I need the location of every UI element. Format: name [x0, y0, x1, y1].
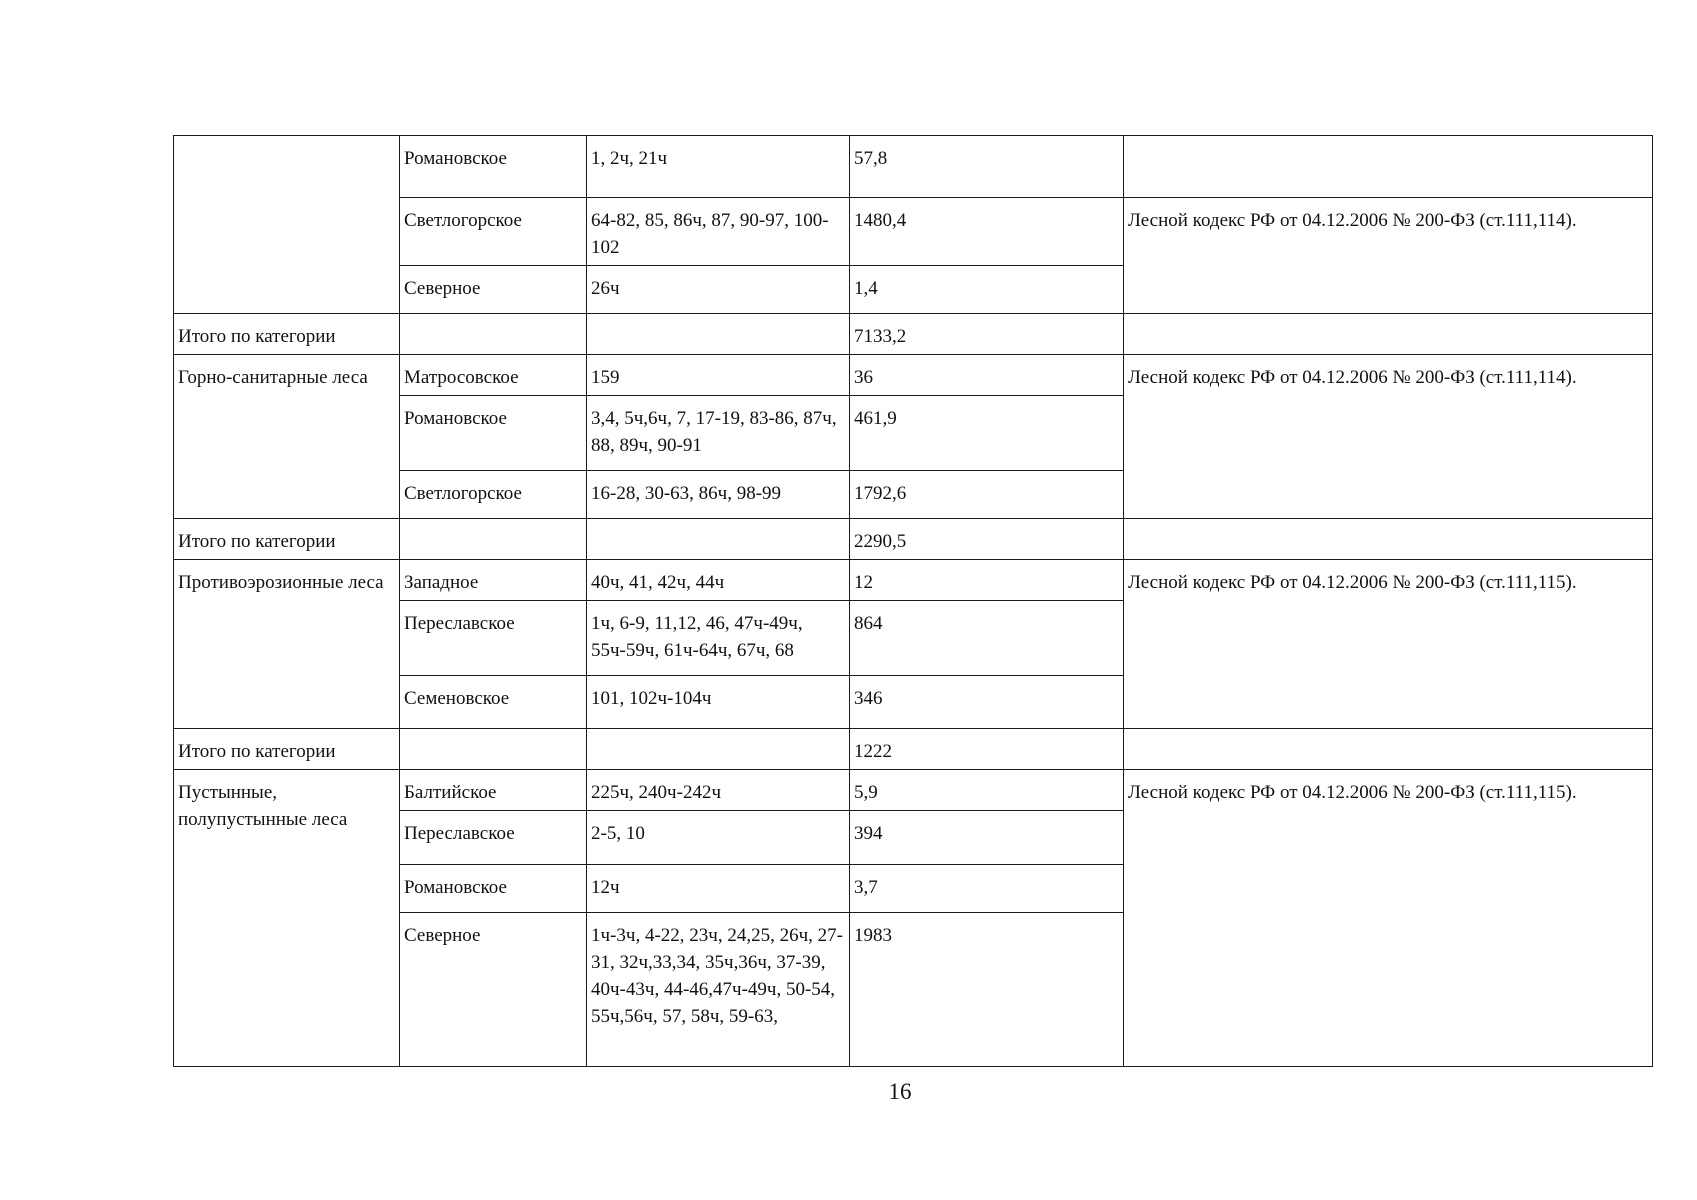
page-number: 16 [888, 1079, 912, 1104]
forestry-cell [400, 519, 587, 560]
forestry-cell: Северное [400, 266, 587, 314]
area-cell: 57,8 [850, 136, 1124, 198]
category-cell: Горно-санитарные леса [174, 355, 400, 519]
forestry-cell: Романовское [400, 136, 587, 198]
forest-categories-table [173, 135, 1653, 1067]
legal-basis-cell: Лесной кодекс РФ от 04.12.2006 № 200-ФЗ (ст.111,115). [1124, 770, 1653, 1067]
forestry-cell [400, 314, 587, 355]
quarters-cell: 64-82, 85, 86ч, 87, 90-97, 100-102 [587, 198, 850, 266]
legal-basis-cell: Лесной кодекс РФ от 04.12.2006 № 200-ФЗ (ст.111,115). [1124, 560, 1653, 729]
forestry-cell: Северное [400, 913, 587, 1067]
area-cell: 1983 [850, 913, 1124, 1067]
area-cell: 1480,4 [850, 198, 1124, 266]
quarters-cell: 225ч, 240ч-242ч [587, 770, 850, 811]
area-cell: 864 [850, 601, 1124, 676]
category-cell [174, 136, 400, 314]
legal-basis-cell [1124, 519, 1653, 560]
table-row [174, 770, 1653, 811]
quarters-cell: 1ч-3ч, 4-22, 23ч, 24,25, 26ч, 27-31, 32ч,33,34, 35ч,36ч, 37-39, 40ч-43ч, 44-46,47ч-49ч, 50-54, 55ч,56ч, 57, 58ч, 59-63, [587, 913, 850, 1067]
area-cell: 7133,2 [850, 314, 1124, 355]
area-cell: 461,9 [850, 396, 1124, 471]
area-cell: 394 [850, 811, 1124, 865]
table-row [174, 560, 1653, 601]
forestry-cell: Переславское [400, 601, 587, 676]
area-cell: 1222 [850, 729, 1124, 770]
subtotal-row [174, 519, 1653, 560]
legal-basis-cell [1124, 136, 1653, 198]
area-cell: 3,7 [850, 865, 1124, 913]
quarters-cell: 26ч [587, 266, 850, 314]
table-row [174, 355, 1653, 396]
quarters-cell [587, 314, 850, 355]
area-cell: 5,9 [850, 770, 1124, 811]
category-cell: Итого по категории [174, 314, 400, 355]
category-cell: Итого по категории [174, 729, 400, 770]
quarters-cell: 159 [587, 355, 850, 396]
forestry-cell: Светлогорское [400, 471, 587, 519]
legal-basis-cell: Лесной кодекс РФ от 04.12.2006 № 200-ФЗ (ст.111,114). [1124, 355, 1653, 519]
category-cell: Пустынные, полупустынные леса [174, 770, 400, 1067]
forestry-cell: Семеновское [400, 676, 587, 729]
quarters-cell: 40ч, 41, 42ч, 44ч [587, 560, 850, 601]
subtotal-row [174, 729, 1653, 770]
quarters-cell: 3,4, 5ч,6ч, 7, 17-19, 83-86, 87ч, 88, 89ч, 90-91 [587, 396, 850, 471]
legal-basis-cell [1124, 729, 1653, 770]
forestry-cell: Переславское [400, 811, 587, 865]
category-cell: Противоэрозионные леса [174, 560, 400, 729]
quarters-cell: 16-28, 30-63, 86ч, 98-99 [587, 471, 850, 519]
table-row [174, 136, 1653, 198]
quarters-cell: 1ч, 6-9, 11,12, 46, 47ч-49ч, 55ч-59ч, 61ч-64ч, 67ч, 68 [587, 601, 850, 676]
legal-basis-cell [1124, 314, 1653, 355]
forestry-cell: Романовское [400, 865, 587, 913]
legal-basis-cell: Лесной кодекс РФ от 04.12.2006 № 200-ФЗ (ст.111,114). [1124, 198, 1653, 314]
area-cell: 2290,5 [850, 519, 1124, 560]
forestry-cell: Светлогорское [400, 198, 587, 266]
area-cell: 12 [850, 560, 1124, 601]
forestry-cell: Балтийское [400, 770, 587, 811]
quarters-cell: 1, 2ч, 21ч [587, 136, 850, 198]
area-cell: 36 [850, 355, 1124, 396]
quarters-cell: 2-5, 10 [587, 811, 850, 865]
forestry-cell: Романовское [400, 396, 587, 471]
area-cell: 1792,6 [850, 471, 1124, 519]
subtotal-row [174, 314, 1653, 355]
quarters-cell: 12ч [587, 865, 850, 913]
forestry-cell [400, 729, 587, 770]
quarters-cell [587, 519, 850, 560]
quarters-cell: 101, 102ч-104ч [587, 676, 850, 729]
area-cell: 1,4 [850, 266, 1124, 314]
area-cell: 346 [850, 676, 1124, 729]
forestry-cell: Западное [400, 560, 587, 601]
quarters-cell [587, 729, 850, 770]
category-cell: Итого по категории [174, 519, 400, 560]
forestry-cell: Матросовское [400, 355, 587, 396]
